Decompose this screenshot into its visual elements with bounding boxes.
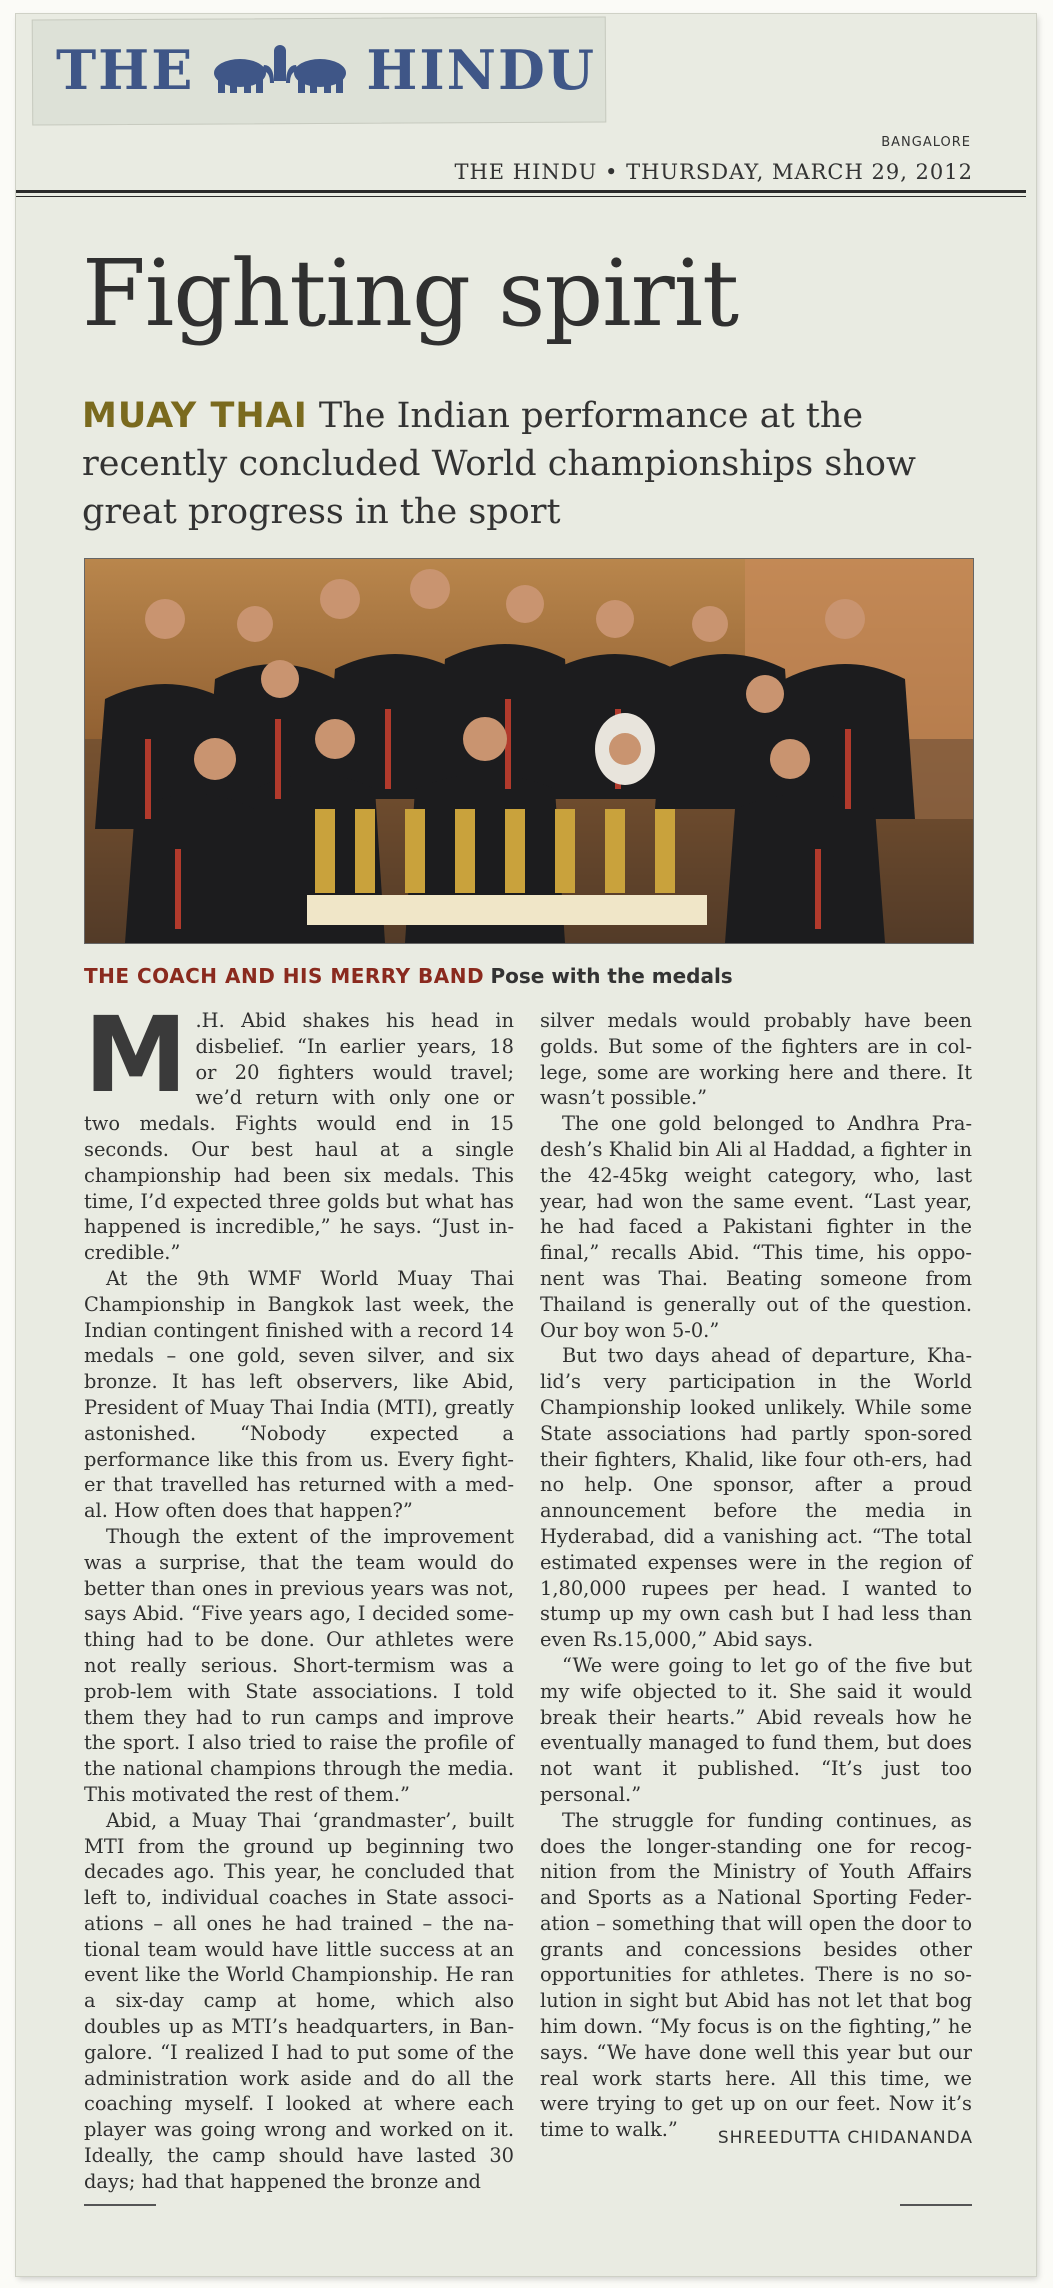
deck-kicker: MUAY THAI [82,396,308,436]
headline: Fighting spirit [82,240,739,347]
end-rule-right [900,2204,972,2206]
header-rule [16,190,1026,193]
drop-cap: M [84,994,188,1116]
team-photo-image [85,559,973,943]
article-paragraph: But two days ahead of departure, Kha-lid’s very participation in the World Championship looked unlikely. While some State associations had partly spon-sored their fighters, Khalid, like four oth-ers, had no help. One sponsor, after a proud announcement before the media in Hyderabad, did a vanishing act. “The total estimated expenses were in the region of 1,80,000 rupees per head. I wanted to stump up my own cash but I had less than even Rs.15,000,” Abid says. [540,1344,972,1652]
header-rule-thin [16,196,1026,197]
article-column-left [84,994,514,2195]
edition-label: BANGALORE [881,135,971,150]
caption-text: Pose with the medals [490,964,733,988]
masthead-logo [56,38,596,102]
team-photo [84,558,974,944]
masthead-left: THE [56,38,195,102]
article-paragraph: Though the extent of the improvement was a surprise, that the team would do better than ones in previous years was not, says Abid. “Five years ago, I decided some-thing had to be done. Our athletes were not really serious. Short-termism was a prob-lem with State associations. I told them they had to run camps and improve the sport. I also tried to raise the profile of the national champions through the media. This motivated the rest of them.” [84,1524,514,1806]
article-paragraph: M .H. Abid shakes his head in disbelief. “In earlier years, 18 or 20 fighters would travel; we’d return with only one or two medals. Fights would end in 15 seconds. Our best haul at a single championship had been six medals. This time, I’d expected three golds but what has happened is incredible,” he says. “Just in-credible.” [84,994,514,1265]
deck-text: The Indian performance at the recently concluded World championships show great progress in the sport [82,396,916,532]
masthead-right: HINDU [366,38,596,102]
article-paragraph: At the 9th WMF World Muay Thai Championship in Bangkok last week, the Indian contingent finished with a record 14 medals – one gold, seven silver, and six bronze. It has left observers, like Abid, President of Muay Thai India (MTI), greatly astonished. “Nobody expected a performance like this from us. Every fight-er that travelled has returned with a med-al. How often does that happen?” [84,1266,514,1523]
caption-lead: THE COACH AND HIS MERRY BAND [84,964,485,988]
end-rule-left [84,2204,156,2206]
article-paragraph: “We were going to let go of the five but my wife objected to it. She said it would break their hearts.” Abid reveals how he eventually managed to fund them, but does not want it published. “It’s just too personal.” [540,1653,972,1806]
article-paragraph: The struggle for funding continues, as does the longer-standing one for recog-nition from the Ministry of Youth Affairs and Sports as a National Sporting Feder-ation – something that will open the door to grants and concessions besides other opportunities for athletes. There is no so-lution in sight but Abid has not let that bog him down. “My focus is on the fighting,” he says. “We have done well this year but our real work starts here. All this time, we were trying to get up on our feet. Now it’s time to walk.” [540,1808,972,2142]
deck [82,392,962,536]
elephant-emblem-icon [200,43,360,97]
article-column-right [540,1008,972,2143]
article-paragraph: Abid, a Muay Thai ‘grandmaster’, built MTI from the ground up beginning two decades ago. This year, he concluded that left to, individual coaches in State associ-ations – all ones he had trained – the na-tional team would have little success at an event like the World Championship. He ran a six-day camp at home, which also doubles up as MTI’s headquarters, in Ban-galore. “I realized I had to put some of the administration work aside and do all the coaching myself. I looked at where each player was going wrong and worked on it. Ideally, the camp should have lasted 30 days; had that happened the bronze and [84,1808,514,2193]
article-paragraph: The one gold belonged to Andhra Pra-desh’s Khalid bin Ali al Haddad, a fighter in the 42-45kg weight category, who, last year, had won the same event. “Last year, he had faced a Pakistani fighter in the final,” recalls Abid. “This time, his oppo-nent was Thai. Beating someone from Thailand is generally out of the question. Our boy won 5-0.” [540,1112,972,1342]
byline: SHREEDUTTA CHIDANANDA [717,2128,973,2148]
article-paragraph: silver medals would probably have been golds. But some of the fighters are in col-lege, some are working here and there. It wasn’t possible.” [540,1009,972,1110]
dateline: THE HINDU • THURSDAY, MARCH 29, 2012 [454,160,973,184]
photo-caption [84,964,733,988]
